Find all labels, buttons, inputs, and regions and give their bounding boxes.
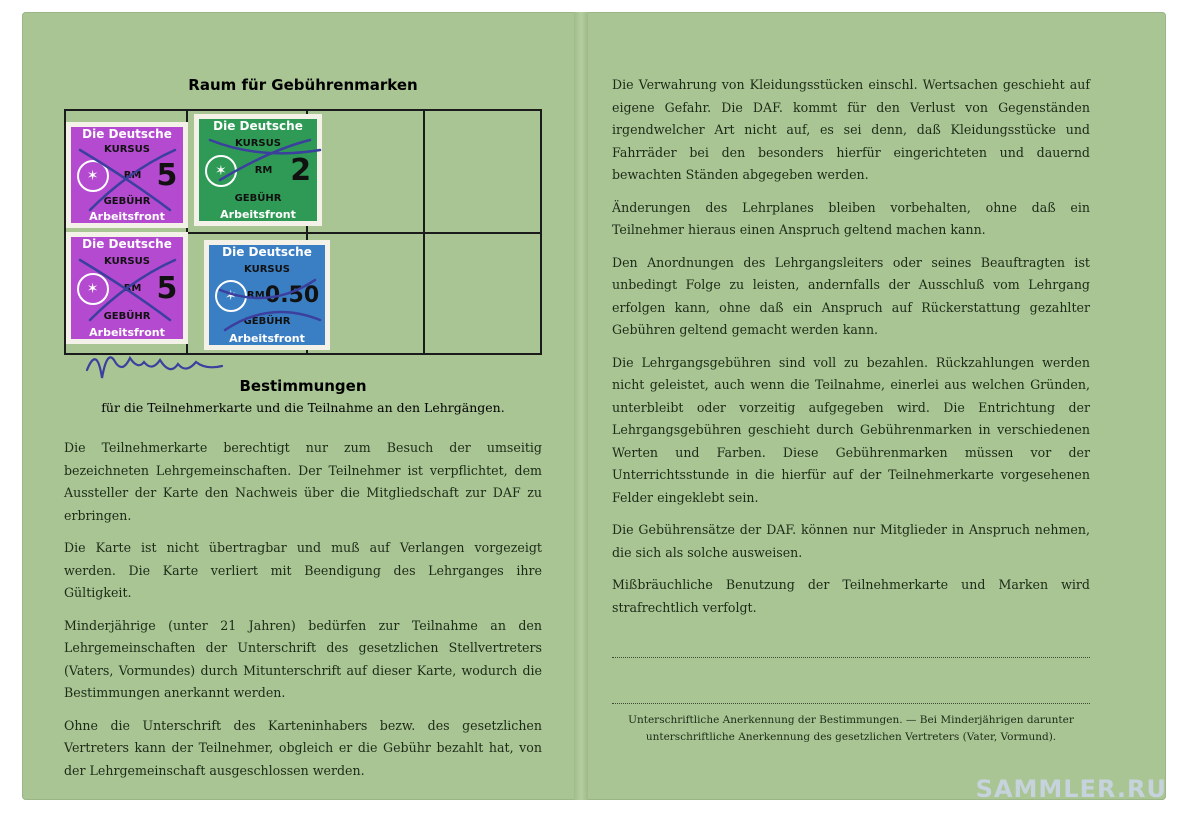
signature-footnote: Unterschriftliche Anerkennung der Bestimmungen. — Bei Minderjährigen darunter unterschriftliche Anerkennung des gesetzlichen Vertreters (Vater, Vormund). xyxy=(628,714,1074,743)
stamp-unit: RM xyxy=(247,290,265,301)
stamp-value: 2 xyxy=(290,153,312,188)
stamp-overprint: KURSUS xyxy=(104,255,150,267)
rule-paragraph: Den Anordnungen des Lehrgangsleiters oder seines Beauftragten ist unbedingt Folge zu leisten, andernfalls der Ausschluß vom Lehrgang erfolgen kann, ohne daß ein Anspruch auf Rückerstattung gezahlter Gebühren geltend gemacht werden kann. xyxy=(612,254,1090,337)
eagle-emblem-icon: ✶ xyxy=(77,160,109,192)
rule-paragraph: Änderungen des Lehrplanes bleiben vorbehalten, ohne daß ein Teilnehmer hieraus einen Anspruch geltend machen kann. xyxy=(612,199,1090,237)
right-rules xyxy=(612,74,1090,629)
watermark: SAMMLER.RU xyxy=(975,775,1167,803)
stamp-value: 5 xyxy=(156,158,178,193)
stamp-value: 5 xyxy=(156,271,178,306)
rule-paragraph: Die Gebührensätze der DAF. können nur Mitglieder in Anspruch nehmen, die sich als solche ausweisen. xyxy=(612,522,1090,560)
stamp-top-label: Die Deutsche xyxy=(222,245,312,259)
rule-paragraph: Minderjährige (unter 21 Jahren) bedürfen zur Teilnahme an den Lehrgemeinschaften der Unterschrift des gesetzlichen Stellvertreters (Vaters, Vormundes) durch Mitunterschrift auf dieser Karte, wodurch die Bestimmungen anerkannt werden. xyxy=(64,617,542,700)
stamp-bottom-label: Arbeitsfront xyxy=(89,210,165,223)
eagle-emblem-icon: ✶ xyxy=(215,280,247,312)
eagle-emblem-icon: ✶ xyxy=(77,273,109,305)
stamp-unit: RM xyxy=(123,170,142,181)
stamp-fee-label: GEBÜHR xyxy=(234,192,282,204)
stamp-overprint: KURSUS xyxy=(104,144,150,155)
rule-paragraph: Die Lehrgangsgebühren sind voll zu bezahlen. Rückzahlungen werden nicht geleistet, auch wenn die Teilnahme, einerlei aus welchen Gründen, unterbleibt oder vorzeitig aufgegeben wird. Die Entrichtung der Lehrgangsgebühren geschieht durch Gebührenmarken in verschiedenen Werten und Farben. Diese Gebührenmarken müssen vor der Unterrichtsstunde in die hierfür auf der Teilnehmerkarte vorgesehenen Felder eingeklebt sein. xyxy=(612,354,1090,505)
stamp-top-label: Die Deutsche xyxy=(82,127,172,141)
stamp-top-label: Die Deutsche xyxy=(213,119,303,133)
stamp-bottom-label: Arbeitsfront xyxy=(229,332,305,345)
section-title: Bestimmungen xyxy=(239,377,367,395)
eagle-emblem-icon: ✶ xyxy=(205,155,237,187)
rule-paragraph: Ohne die Unterschrift des Karteninhabers bezw. des gesetzlichen Vertreters kann der Teilnehmer, obgleich er die Gebühr bezahlt hat, von der Lehrgemeinschaft ausgeschlossen werden. xyxy=(64,717,542,778)
stamp-value: 0.50 xyxy=(264,283,320,308)
section-subtitle: für die Teilnehmerkarte und die Teilnahme an den Lehrgängen. xyxy=(101,400,505,415)
rule-paragraph: Mißbräuchliche Benutzung der Teilnehmerkarte und Marken wird strafrechtlich verfolgt. xyxy=(612,577,1090,615)
stamp-bottom-label: Arbeitsfront xyxy=(89,326,165,339)
rule-paragraph: Die Teilnehmerkarte berechtigt nur zum Besuch der umseitig bezeichneten Lehrgemeinschaften. Der Teilnehmer ist verpflichtet, dem Aussteller der Karte den Nachweis über die Mitgliedschaft zur DAF zu erbringen. xyxy=(64,440,542,523)
stamp-overprint: KURSUS xyxy=(244,263,290,275)
stamp-bottom-label: Arbeitsfront xyxy=(220,208,296,221)
stamp-fee-label: GEBÜHR xyxy=(243,316,291,328)
rule-paragraph: Die Verwahrung von Kleidungsstücken einschl. Wertsachen geschieht auf eigene Gefahr. Die DAF. kommt für den Verlust von Gegenständen irgendwelcher Art nicht auf, es sei denn, daß Kleidungsstücke und Fahrräder bei den besonders hierfür eingerichteten und dauernd bewachten Ständen abgegeben werden. xyxy=(612,77,1090,182)
stamp-fee-label: GEBÜHR xyxy=(103,196,151,207)
stamp-box-title: Raum für Gebührenmarken xyxy=(188,76,418,94)
stamp-unit: RM xyxy=(254,165,273,176)
center-fold xyxy=(574,12,588,800)
stamp-unit: RM xyxy=(123,283,142,294)
stamp-top-label: Die Deutsche xyxy=(82,237,172,251)
stamp-overprint: KURSUS xyxy=(235,137,281,149)
rule-paragraph: Die Karte ist nicht übertragbar und muß auf Verlangen vorgezeigt werden. Die Karte verliert mit Beendigung des Lehrganges ihre Gültigkeit. xyxy=(64,540,542,600)
stamp-fee-label: GEBÜHR xyxy=(103,310,151,322)
signature-line-holder[interactable] xyxy=(612,657,1090,658)
left-rules xyxy=(64,437,542,792)
signature-line-guardian[interactable] xyxy=(612,703,1090,704)
